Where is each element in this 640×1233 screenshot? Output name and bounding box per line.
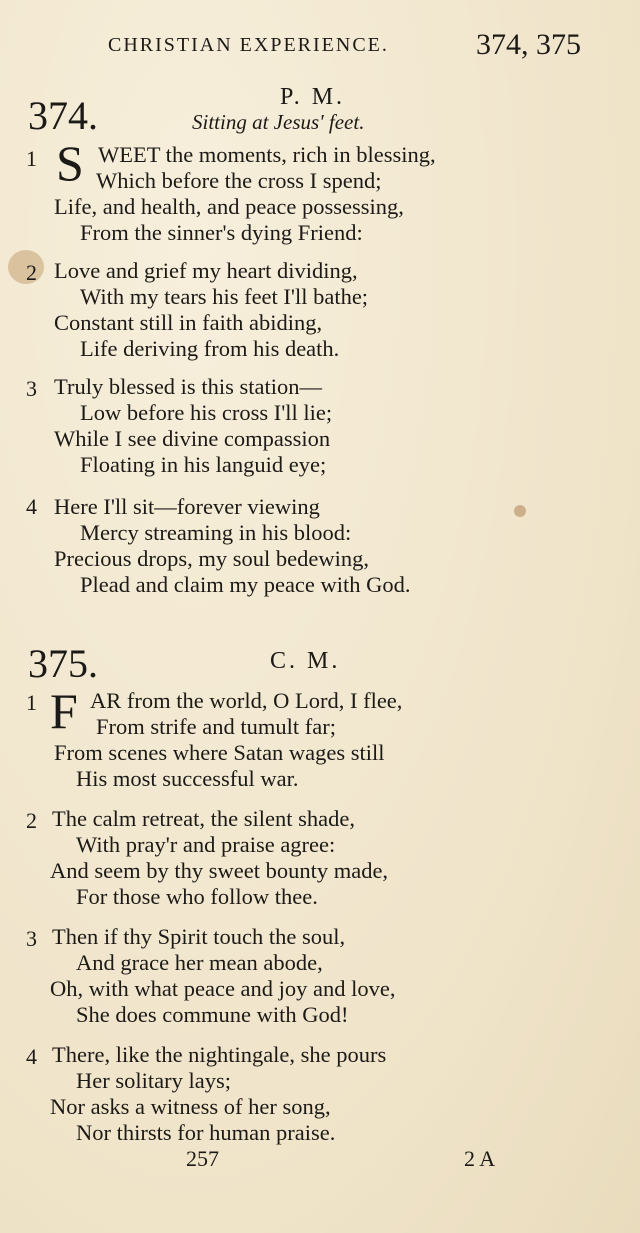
verse-line: With pray'r and praise agree: [76, 832, 336, 857]
verse-line: There, like the nightingale, she pours [52, 1042, 387, 1067]
verse-line: Life, and health, and peace possessing, [54, 194, 404, 219]
verse-line: Then if thy Spirit touch the soul, [52, 924, 346, 949]
verse-line: Nor thirsts for human praise. [76, 1120, 336, 1145]
signature-mark: 2 A [464, 1146, 496, 1171]
verse-line: From the sinner's dying Friend: [80, 220, 363, 245]
drop-cap: S [56, 135, 84, 191]
verse-line: WEET the moments, rich in blessing, [98, 142, 436, 167]
verse-number: 3 [26, 926, 37, 951]
verse-line: And seem by thy sweet bounty made, [50, 858, 389, 883]
verse-line: Oh, with what peace and joy and love, [50, 976, 396, 1001]
running-header [108, 28, 581, 61]
hymn-numbers: 374, 375 [476, 28, 581, 61]
verse-line: While I see divine compassion [54, 426, 331, 451]
verse-line: Her solitary lays; [76, 1068, 231, 1093]
verse-line: Low before his cross I'll lie; [80, 400, 333, 425]
verse-number: 4 [26, 494, 37, 519]
section-title: CHRISTIAN EXPERIENCE. [108, 34, 389, 56]
verse-line: From strife and tumult far; [96, 714, 336, 739]
verse-line: AR from the world, O Lord, I flee, [90, 688, 403, 713]
verse-line: Floating in his languid eye; [80, 452, 327, 477]
verse-line: With my tears his feet I'll bathe; [80, 284, 369, 309]
verse-number: 2 [26, 808, 37, 833]
hymn-number: 374. [28, 93, 98, 138]
hymn-meter: P. M. [280, 84, 346, 110]
verse-line: Constant still in faith abiding, [54, 310, 323, 335]
verse-line: Nor asks a witness of her song, [50, 1094, 331, 1119]
page-number: 257 [186, 1146, 219, 1171]
verse-line: Here I'll sit—forever viewing [54, 494, 320, 519]
drop-cap: F [50, 683, 78, 739]
verse-line: She does commune with God! [76, 1002, 349, 1027]
verse-number: 2 [26, 260, 37, 285]
hymn-number: 375. [28, 641, 98, 686]
verse-line: For those who follow thee. [76, 884, 318, 909]
verse-number: 4 [26, 1044, 37, 1069]
hymn-subtitle: Sitting at Jesus' feet. [192, 110, 365, 134]
verse-number: 1 [26, 146, 37, 171]
verse-line: From scenes where Satan wages still [54, 740, 385, 765]
verse-line: Mercy streaming in his blood: [80, 520, 352, 545]
verse-line: Love and grief my heart dividing, [54, 258, 358, 283]
verse-line: Precious drops, my soul bedewing, [54, 546, 369, 571]
verse-number: 1 [26, 690, 37, 715]
verse-line: Life deriving from his death. [80, 336, 340, 361]
paper-stain [514, 505, 526, 517]
verse-line: Truly blessed is this station— [54, 374, 322, 399]
verse-line: Which before the cross I spend; [96, 168, 382, 193]
verse-line: Plead and claim my peace with God. [80, 572, 411, 597]
verse-number: 3 [26, 376, 37, 401]
verse-line: The calm retreat, the silent shade, [52, 806, 355, 831]
verse-line: His most successful war. [76, 766, 299, 791]
hymn-meter: C. M. [270, 648, 341, 674]
verse-line: And grace her mean abode, [76, 950, 323, 975]
